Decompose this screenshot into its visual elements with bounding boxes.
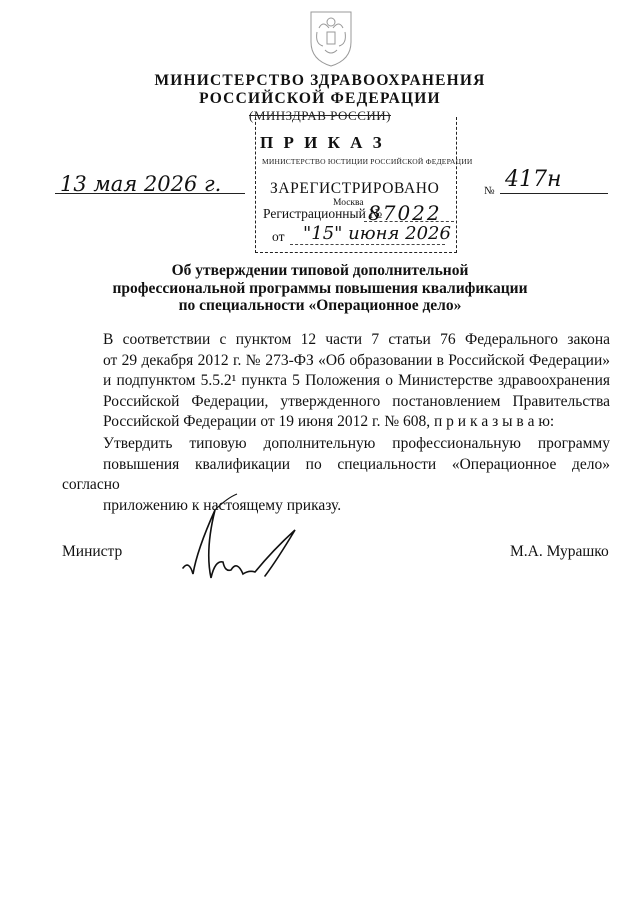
body-paragraph-order [62, 434, 610, 516]
stamp-reg-number: 87022 [368, 201, 442, 225]
body-line: Российской Федерации, утвержденного постановлением Правительства [103, 392, 610, 410]
body-line: приложению к настоящему приказу. [103, 496, 342, 514]
document-title-line3: по специальности «Операционное дело» [178, 297, 462, 314]
body-line: от 29 декабря 2012 г. № 273-ФЗ «Об образовании в Российской Федерации» [103, 351, 610, 369]
order-word: П Р И К А З [260, 133, 385, 152]
stamp-city: Москва [333, 198, 364, 208]
body-line: Утвердить типовую дополнительную профессиональную программу [103, 435, 610, 452]
stamp-ministry-of-justice: МИНИСТЕРСТВО ЮСТИЦИИ РОССИЙСКОЙ ФЕДЕРАЦИИ [262, 157, 473, 166]
russian-coat-of-arms-icon [305, 8, 357, 68]
body-paragraph-preamble [62, 330, 610, 433]
handwritten-signature [175, 490, 315, 590]
order-date: 13 мая 2026 г. [60, 172, 222, 196]
body-line: и подпунктом 5.5.2¹ пункта 5 Положения о Министерстве здравоохранения [103, 372, 610, 390]
ministry-name-line1: МИНИСТЕРСТВО ЗДРАВООХРАНЕНИЯ [154, 72, 486, 89]
stamp-registered: ЗАРЕГИСТРИРОВАНО [270, 180, 440, 197]
stamp-reg-label: Регистрационный № [263, 206, 383, 221]
stamp-date-line [290, 244, 445, 245]
document-title-line1: Об утверждении типовой дополнительной [171, 262, 469, 279]
ministry-abbreviation: (МИНЗДРАВ РОССИИ) [248, 108, 391, 123]
stamp-date-label: от [272, 229, 285, 244]
order-number: 417н [505, 167, 562, 192]
document-title-line2: профессиональной программы повышения квалификации [112, 279, 528, 297]
signatory-name: М.А. Мурашко [510, 543, 609, 560]
body-line: Российской Федерации от 19 июня 2012 г. № 608, п р и к а з ы в а ю: [103, 413, 555, 431]
stamp-reg-date: "15" июня 2026 [303, 223, 451, 244]
ministry-name-line2: РОССИЙСКОЙ ФЕДЕРАЦИИ [199, 90, 441, 107]
order-date-line [55, 193, 245, 194]
signatory-position: Министр [62, 543, 123, 560]
order-number-label: № [484, 185, 495, 197]
body-line: В соответствии с пунктом 12 части 7 статьи 76 Федерального закона [103, 331, 610, 348]
order-number-line [500, 193, 608, 194]
body-line: повышения квалификации по специальности «Операционное дело» согласно [62, 455, 610, 494]
